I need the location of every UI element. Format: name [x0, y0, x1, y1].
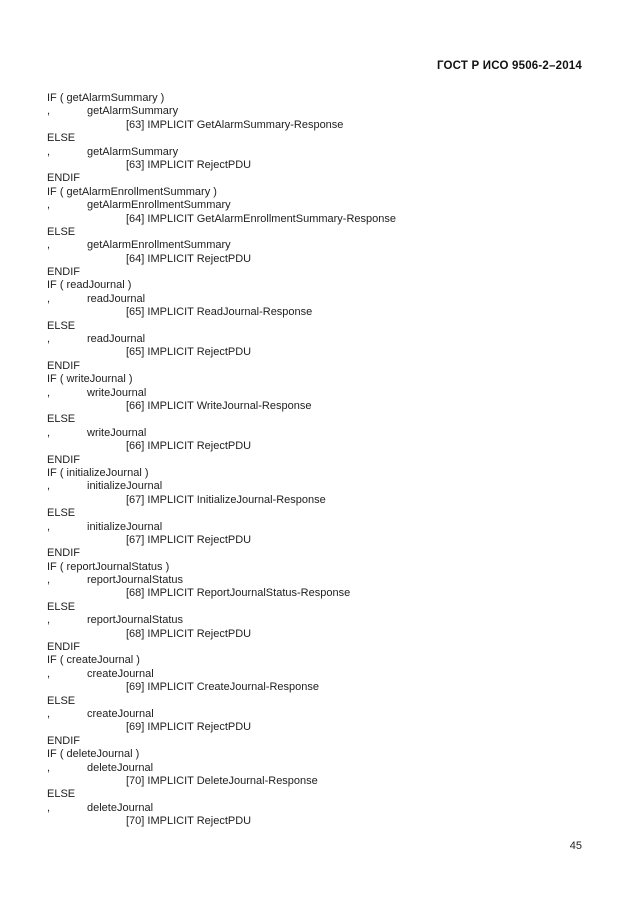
code-line	[47, 480, 587, 493]
code-line-separator: ,	[47, 520, 51, 533]
code-line	[47, 521, 587, 534]
code-line	[47, 400, 587, 413]
code-line	[47, 494, 587, 507]
code-line-text: ELSE	[47, 225, 76, 238]
code-line	[47, 708, 587, 721]
code-line-text: ENDIF	[47, 359, 80, 372]
code-line-separator: ,	[47, 480, 51, 493]
code-line-separator: ,	[47, 333, 51, 346]
code-line-text: [66] IMPLICIT WriteJournal-Response	[126, 399, 312, 412]
code-line-text: IF ( createJournal )	[47, 654, 140, 667]
code-line-text: reportJournalStatus	[87, 614, 183, 627]
code-line-text: ELSE	[47, 319, 76, 332]
code-line	[47, 601, 587, 614]
code-line-text: ELSE	[47, 507, 76, 520]
code-line	[47, 574, 587, 587]
code-line	[47, 628, 587, 641]
code-line-text: IF ( reportJournalStatus )	[47, 560, 170, 573]
code-line	[47, 561, 587, 574]
code-line	[47, 387, 587, 400]
code-line-separator: ,	[47, 761, 51, 774]
code-line-text: writeJournal	[87, 386, 147, 399]
code-line	[47, 507, 587, 520]
code-line	[47, 547, 587, 560]
code-line-text: [67] IMPLICIT RejectPDU	[126, 533, 252, 546]
code-line	[47, 748, 587, 761]
code-line	[47, 279, 587, 292]
code-line	[47, 413, 587, 426]
code-line	[47, 775, 587, 788]
code-line	[47, 346, 587, 359]
code-line	[47, 654, 587, 667]
code-line-separator: ,	[47, 614, 51, 627]
code-line-text: [66] IMPLICIT RejectPDU	[126, 440, 252, 453]
code-line-text: [68] IMPLICIT RejectPDU	[126, 627, 252, 640]
code-line	[47, 668, 587, 681]
code-line-text: deleteJournal	[87, 801, 154, 814]
code-line	[47, 266, 587, 279]
code-line-separator: ,	[47, 801, 51, 814]
code-line-text: createJournal	[87, 707, 154, 720]
code-line-separator: ,	[47, 667, 51, 680]
code-line-text: [70] IMPLICIT RejectPDU	[126, 815, 252, 828]
code-line-text: ELSE	[47, 413, 76, 426]
code-line	[47, 226, 587, 239]
code-line-text: readJournal	[87, 333, 146, 346]
code-line-separator: ,	[47, 145, 51, 158]
code-line	[47, 293, 587, 306]
code-line-text: ENDIF	[47, 547, 80, 560]
code-line-text: ENDIF	[47, 734, 80, 747]
code-line-text: IF ( readJournal )	[47, 279, 132, 292]
code-line	[47, 105, 587, 118]
code-line-text: ENDIF	[47, 266, 80, 279]
code-line-separator: ,	[47, 199, 51, 212]
code-line	[47, 333, 587, 346]
code-line	[47, 681, 587, 694]
code-line-text: IF ( writeJournal )	[47, 373, 133, 386]
code-line-text: getAlarmEnrollmentSummary	[87, 199, 231, 212]
code-line	[47, 427, 587, 440]
code-line-separator: ,	[47, 574, 51, 587]
code-line-text: IF ( initializeJournal )	[47, 466, 149, 479]
code-line	[47, 534, 587, 547]
code-line	[47, 239, 587, 252]
code-line-text: ENDIF	[47, 172, 80, 185]
code-line-text: reportJournalStatus	[87, 574, 183, 587]
code-line	[47, 199, 587, 212]
code-line	[47, 735, 587, 748]
code-line	[47, 467, 587, 480]
code-line-text: ELSE	[47, 788, 76, 801]
code-line-text: IF ( deleteJournal )	[47, 748, 140, 761]
code-line-text: createJournal	[87, 667, 154, 680]
code-line-text: IF ( getAlarmEnrollmentSummary )	[47, 185, 217, 198]
code-line-text: [67] IMPLICIT InitializeJournal-Response	[126, 493, 326, 506]
code-line-text: initializeJournal	[87, 520, 163, 533]
code-line-text: ELSE	[47, 132, 76, 145]
code-line	[47, 172, 587, 185]
code-line	[47, 373, 587, 386]
code-line	[47, 320, 587, 333]
code-line-text: [69] IMPLICIT RejectPDU	[126, 721, 252, 734]
code-line	[47, 306, 587, 319]
asn1-code-block	[47, 92, 587, 828]
code-line-text: getAlarmEnrollmentSummary	[87, 239, 231, 252]
code-line-text: [68] IMPLICIT ReportJournalStatus-Response	[126, 587, 351, 600]
code-line-text: [70] IMPLICIT DeleteJournal-Response	[126, 774, 318, 787]
code-line-text: [64] IMPLICIT GetAlarmEnrollmentSummary-Response	[126, 212, 396, 225]
code-line	[47, 253, 587, 266]
code-line	[47, 721, 587, 734]
code-line-separator: ,	[47, 386, 51, 399]
code-line-text: [65] IMPLICIT ReadJournal-Response	[126, 306, 313, 319]
code-line-text: ELSE	[47, 600, 76, 613]
code-line	[47, 788, 587, 801]
code-line-text: ENDIF	[47, 453, 80, 466]
code-line-text: IF ( getAlarmSummary )	[47, 92, 165, 104]
code-line	[47, 186, 587, 199]
code-line-text: [69] IMPLICIT CreateJournal-Response	[126, 681, 319, 694]
code-line	[47, 132, 587, 145]
code-line-text: ENDIF	[47, 641, 80, 654]
code-line-separator: ,	[47, 707, 51, 720]
code-line	[47, 213, 587, 226]
code-line-text: initializeJournal	[87, 480, 163, 493]
code-line-text: deleteJournal	[87, 761, 154, 774]
code-line	[47, 641, 587, 654]
code-line	[47, 695, 587, 708]
code-line-separator: ,	[47, 105, 51, 118]
code-line	[47, 146, 587, 159]
code-line	[47, 92, 587, 105]
code-line	[47, 815, 587, 828]
code-line-separator: ,	[47, 426, 51, 439]
code-line	[47, 360, 587, 373]
code-line-separator: ,	[47, 292, 51, 305]
code-line	[47, 119, 587, 132]
code-line-text: readJournal	[87, 292, 146, 305]
code-line	[47, 587, 587, 600]
code-line-text: ELSE	[47, 694, 76, 707]
code-line	[47, 762, 587, 775]
code-line-text: getAlarmSummary	[87, 145, 179, 158]
code-line-text: [65] IMPLICIT RejectPDU	[126, 346, 252, 359]
code-line	[47, 614, 587, 627]
code-line-text: [63] IMPLICIT GetAlarmSummary-Response	[126, 118, 344, 131]
page-number: 45	[569, 840, 582, 852]
code-line	[47, 454, 587, 467]
code-line-text: [64] IMPLICIT RejectPDU	[126, 252, 252, 265]
code-line	[47, 440, 587, 453]
code-line-text: getAlarmSummary	[87, 105, 179, 118]
standard-header: ГОСТ Р ИСО 9506-2–2014	[436, 60, 582, 72]
code-line-text: [63] IMPLICIT RejectPDU	[126, 158, 252, 171]
code-line	[47, 802, 587, 815]
code-line-separator: ,	[47, 239, 51, 252]
code-line	[47, 159, 587, 172]
code-line-text: writeJournal	[87, 426, 147, 439]
